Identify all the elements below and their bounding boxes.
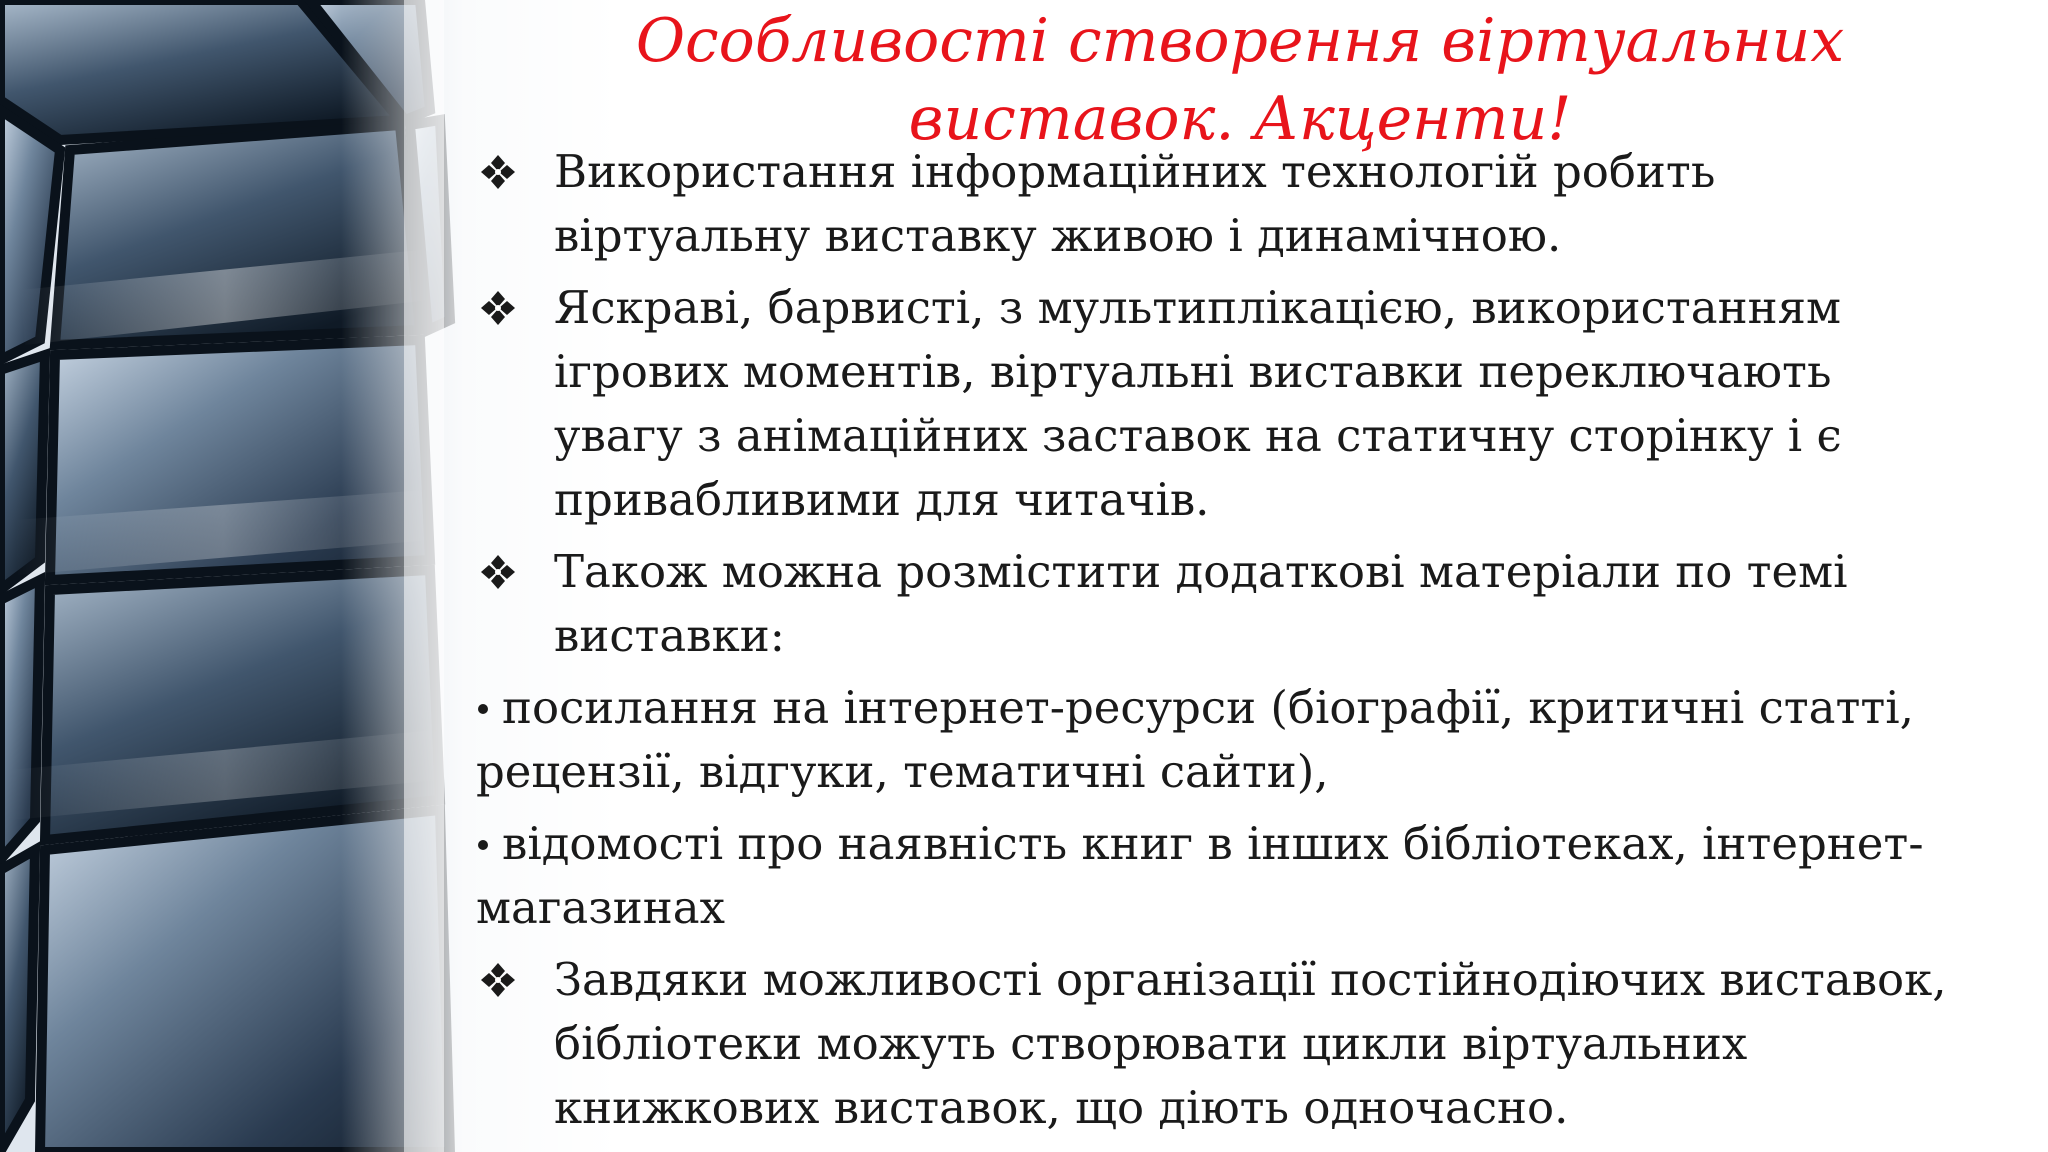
four-diamond-icon	[480, 290, 516, 326]
list-item-text: Яскраві, барвисті, з мультиплікацією, використанням ігрових моментів, віртуальні виставки переключають увагу з анімаційних заставок на статичну сторінку і є привабливими для читачів.	[554, 281, 1842, 526]
list-item-text: Також можна розмістити додаткові матеріали по темі виставки:	[554, 545, 1848, 662]
list-item	[476, 140, 1956, 268]
list-item-text: посилання на інтернет-ресурси (біографії, критичні статті, рецензії, відгуки, тематичні сайти),	[476, 681, 1914, 798]
list-item-text: Завдяки можливості організації постійнодіючих виставок, бібліотеки можуть створювати цикли віртуальних книжкових виставок, що діють одночасно.	[554, 953, 1947, 1134]
four-diamond-icon	[480, 554, 516, 590]
list-item-text: Використання інформаційних технологій робить віртуальну виставку живою і динамічною.	[554, 145, 1716, 262]
list-item	[476, 812, 1956, 940]
content-list	[476, 140, 1956, 1148]
list-item-text: відомості про наявність книг в інших бібліотеках, інтернет-магазинах	[476, 817, 1924, 934]
list-item	[476, 540, 1956, 668]
list-item	[476, 948, 1956, 1140]
slide-title: Особливості створення віртуальних виставок. Акценти!	[635, 6, 1845, 154]
bullet-dot-icon	[478, 840, 488, 850]
bullet-dot-icon	[478, 704, 488, 714]
four-diamond-icon	[480, 154, 516, 190]
list-item	[476, 276, 1956, 532]
four-diamond-icon	[480, 962, 516, 998]
list-item	[476, 676, 1956, 804]
